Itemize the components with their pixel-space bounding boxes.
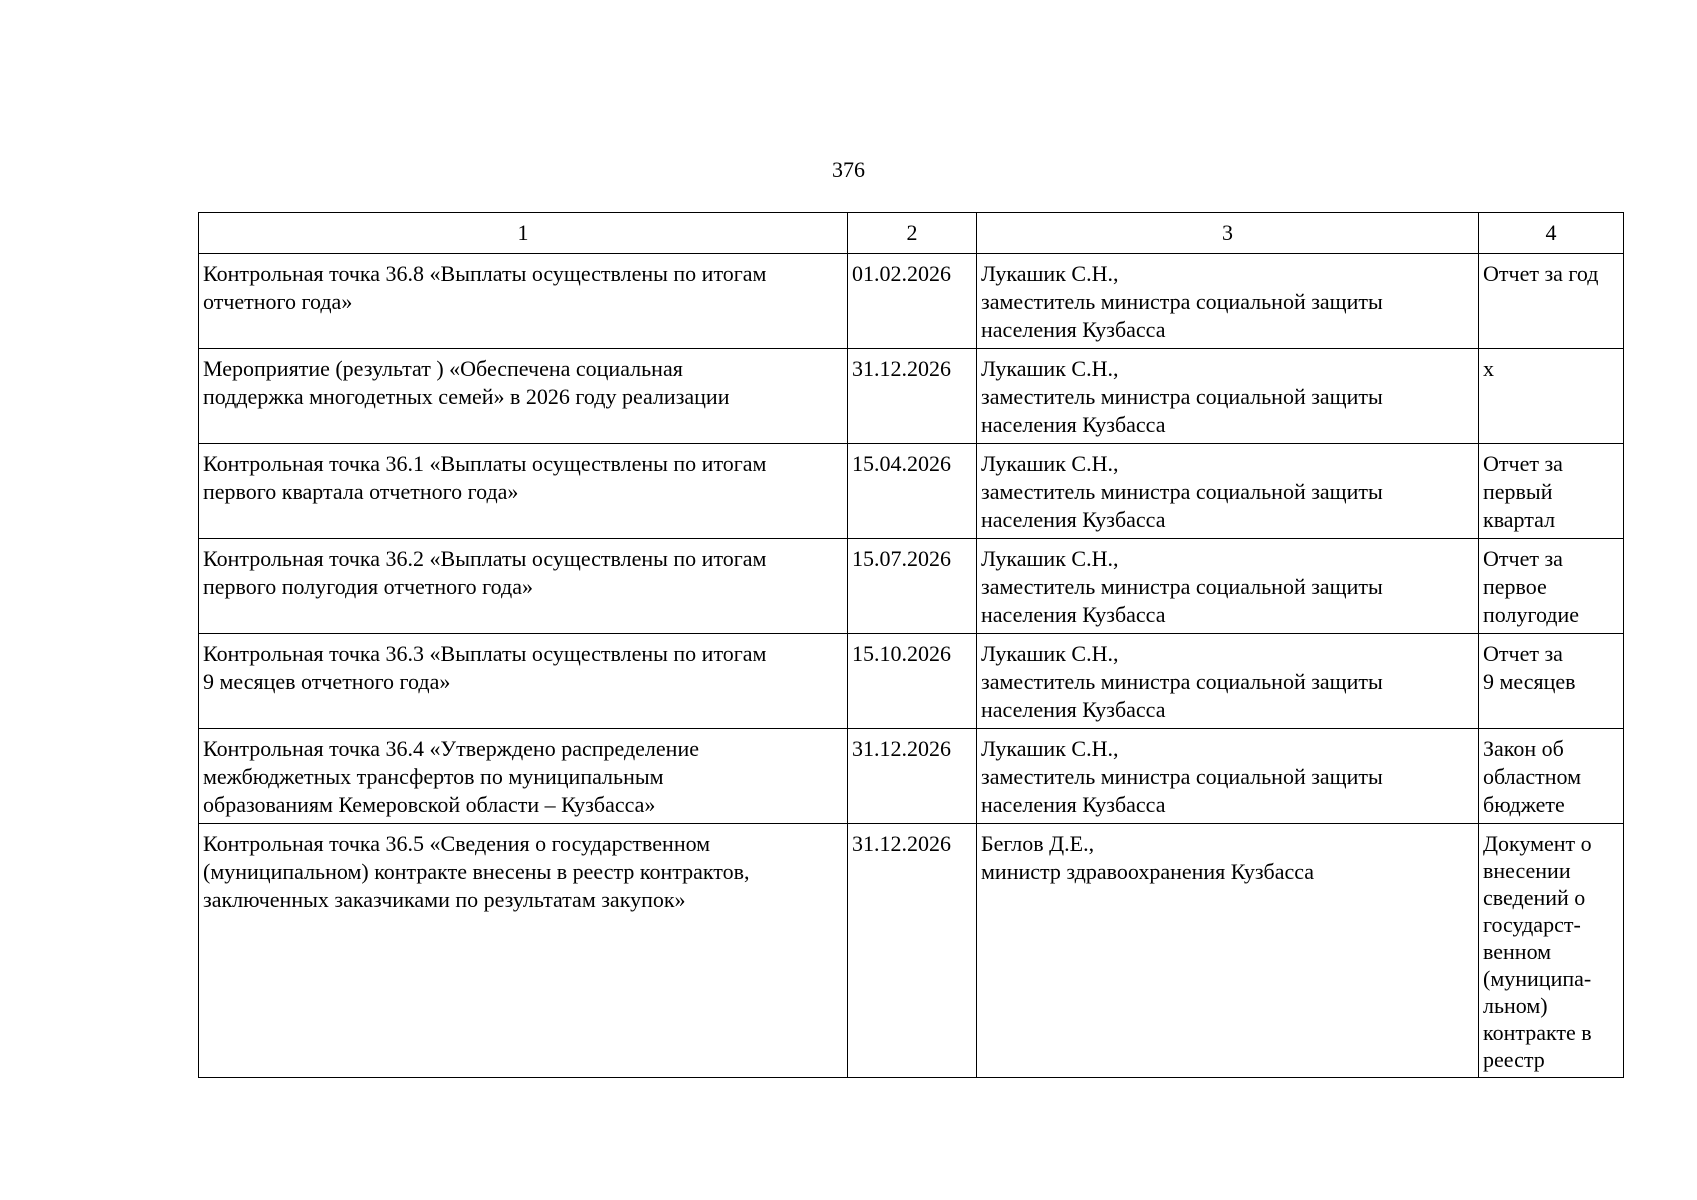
- responsible-text: Беглов Д.Е.,: [981, 831, 1095, 856]
- document-text: внесении: [1483, 858, 1571, 883]
- responsible-text: заместитель министра социальной защиты: [981, 574, 1383, 599]
- responsible-text: Лукашик С.Н.,: [981, 261, 1119, 286]
- table-row: [199, 824, 1624, 1078]
- document-cell: [1479, 824, 1624, 1078]
- event-cell: [199, 729, 848, 824]
- document-text: льном): [1483, 993, 1548, 1018]
- responsible-text: населения Кузбасса: [981, 697, 1166, 722]
- responsible-text: населения Кузбасса: [981, 602, 1166, 627]
- document-text: Отчет за: [1483, 641, 1563, 666]
- responsible-cell: [977, 729, 1479, 824]
- document-text: квартал: [1483, 507, 1556, 532]
- document-text: государст-: [1483, 912, 1581, 937]
- event-text: образованиям Кемеровской области – Кузбасса»: [203, 792, 656, 817]
- document-text: сведений о: [1483, 885, 1586, 910]
- responsible-text: заместитель министра социальной защиты: [981, 479, 1383, 504]
- document-cell: [1479, 634, 1624, 729]
- event-text: 9 месяцев отчетного года»: [203, 669, 451, 694]
- responsible-cell: [977, 254, 1479, 349]
- document-text: областном: [1483, 764, 1582, 789]
- document-cell: [1479, 729, 1624, 824]
- responsible-text: заместитель министра социальной защиты: [981, 764, 1383, 789]
- event-text: отчетного года»: [203, 289, 353, 314]
- event-text: первого квартала отчетного года»: [203, 479, 519, 504]
- document-text: 9 месяцев: [1483, 669, 1576, 694]
- table-row: [199, 349, 1624, 444]
- event-cell: [199, 349, 848, 444]
- date-cell: 15.04.2026: [848, 444, 977, 539]
- date-cell: 31.12.2026: [848, 824, 977, 1078]
- document-text: Отчет за: [1483, 451, 1563, 476]
- responsible-text: заместитель министра социальной защиты: [981, 289, 1383, 314]
- document-text: полугодие: [1483, 602, 1580, 627]
- document-text: х: [1483, 356, 1494, 381]
- document-text: бюджете: [1483, 792, 1565, 817]
- responsible-text: Лукашик С.Н.,: [981, 736, 1119, 761]
- control-points-table: [198, 212, 1624, 1078]
- responsible-cell: [977, 824, 1479, 1078]
- table-row: [199, 444, 1624, 539]
- event-text: Контрольная точка 36.8 «Выплаты осуществлены по итогам: [203, 261, 767, 286]
- event-text: заключенных заказчиками по результатам закупок»: [203, 887, 686, 912]
- event-text: первого полугодия отчетного года»: [203, 574, 533, 599]
- responsible-cell: [977, 539, 1479, 634]
- event-text: (муниципальном) контракте внесены в реестр контрактов,: [203, 859, 750, 884]
- responsible-text: Лукашик С.Н.,: [981, 451, 1119, 476]
- header-col-2: 2: [848, 213, 977, 254]
- document-text: реестр: [1483, 1047, 1545, 1072]
- document-text: Закон об: [1483, 736, 1564, 761]
- page-number: 376: [832, 157, 865, 182]
- date-cell: 31.12.2026: [848, 349, 977, 444]
- responsible-text: Лукашик С.Н.,: [981, 356, 1119, 381]
- header-col-3: 3: [977, 213, 1479, 254]
- event-cell: [199, 444, 848, 539]
- event-text: Контрольная точка 36.5 «Сведения о государственном: [203, 831, 711, 856]
- event-text: поддержка многодетных семей» в 2026 году реализации: [203, 384, 730, 409]
- event-cell: [199, 254, 848, 349]
- document-cell: [1479, 349, 1624, 444]
- date-cell: 01.02.2026: [848, 254, 977, 349]
- responsible-text: Лукашик С.Н.,: [981, 641, 1119, 666]
- event-cell: [199, 824, 848, 1078]
- table-row: [199, 539, 1624, 634]
- event-text: Мероприятие (результат ) «Обеспечена социальная: [203, 356, 683, 381]
- responsible-text: населения Кузбасса: [981, 317, 1166, 342]
- table-row: [199, 254, 1624, 349]
- responsible-text: министр здравоохранения Кузбасса: [981, 859, 1315, 884]
- responsible-text: населения Кузбасса: [981, 792, 1166, 817]
- table-row: [199, 729, 1624, 824]
- header-col-1: 1: [199, 213, 848, 254]
- document-text: Отчет за год: [1483, 261, 1599, 286]
- table-header-row: [199, 213, 1624, 254]
- responsible-text: заместитель министра социальной защиты: [981, 669, 1383, 694]
- responsible-cell: [977, 634, 1479, 729]
- document-text: Документ о: [1483, 831, 1592, 856]
- document-cell: [1479, 539, 1624, 634]
- table-row: [199, 634, 1624, 729]
- event-text: Контрольная точка 36.1 «Выплаты осуществлены по итогам: [203, 451, 767, 476]
- document-cell: [1479, 444, 1624, 539]
- header-col-4: 4: [1479, 213, 1624, 254]
- document-text: контракте в: [1483, 1020, 1592, 1045]
- event-text: Контрольная точка 36.2 «Выплаты осуществлены по итогам: [203, 546, 767, 571]
- event-cell: [199, 539, 848, 634]
- responsible-text: Лукашик С.Н.,: [981, 546, 1119, 571]
- event-text: Контрольная точка 36.4 «Утверждено распределение: [203, 736, 699, 761]
- date-cell: 15.07.2026: [848, 539, 977, 634]
- document-text: Отчет за: [1483, 546, 1563, 571]
- responsible-cell: [977, 444, 1479, 539]
- responsible-text: населения Кузбасса: [981, 507, 1166, 532]
- document-text: венном: [1483, 939, 1552, 964]
- document-text: (муниципа-: [1483, 966, 1592, 991]
- date-cell: 15.10.2026: [848, 634, 977, 729]
- document-cell: [1479, 254, 1624, 349]
- document-text: первый: [1483, 479, 1553, 504]
- event-cell: [199, 634, 848, 729]
- responsible-text: заместитель министра социальной защиты: [981, 384, 1383, 409]
- date-cell: 31.12.2026: [848, 729, 977, 824]
- responsible-cell: [977, 349, 1479, 444]
- responsible-text: населения Кузбасса: [981, 412, 1166, 437]
- document-text: первое: [1483, 574, 1547, 599]
- event-text: межбюджетных трансфертов по муниципальным: [203, 764, 664, 789]
- event-text: Контрольная точка 36.3 «Выплаты осуществлены по итогам: [203, 641, 767, 666]
